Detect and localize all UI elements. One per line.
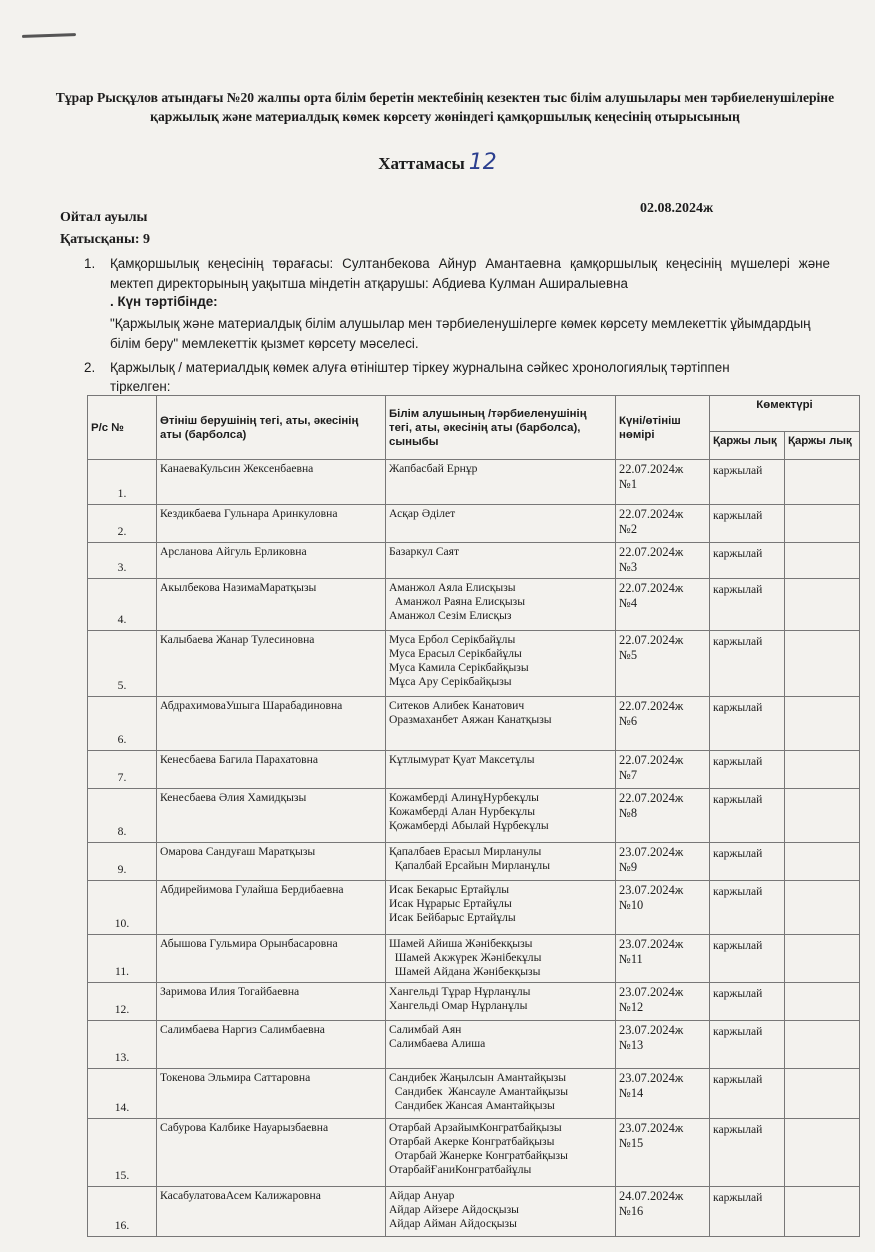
aid-empty bbox=[785, 460, 860, 505]
application-number: №8 bbox=[619, 806, 638, 820]
row-number: 15. bbox=[88, 1119, 157, 1187]
row-number: 7. bbox=[88, 751, 157, 789]
student-name: Айдар Айзере Айдосқызы bbox=[389, 1203, 519, 1216]
pen-mark bbox=[22, 33, 76, 38]
applicant-name: Кенесбаева Әлия Хамидқызы bbox=[157, 789, 386, 843]
student-name: Исак Бейбарыс Ертайұлы bbox=[389, 911, 516, 924]
student-names bbox=[386, 751, 616, 789]
aid-empty bbox=[785, 579, 860, 631]
table-row bbox=[88, 543, 860, 579]
student-name: Жапбасбай Ернұр bbox=[389, 462, 478, 475]
student-name: Асқар Әділет bbox=[389, 507, 456, 520]
application-number: №6 bbox=[619, 714, 638, 728]
table-row bbox=[88, 751, 860, 789]
agenda-text: "Қаржылық және материалдық білім алушылар мен тәрбиеленушілерге көмек көрсету мемлекеттік ұйымдардың білім беру" мемлекеттік қызмет көрсету мәселесі. bbox=[110, 316, 811, 351]
application-number: №2 bbox=[619, 522, 638, 536]
table-row bbox=[88, 631, 860, 697]
date-value: 22.07.2024ж bbox=[619, 545, 684, 559]
student-names bbox=[386, 935, 616, 983]
aid-type: каржылай bbox=[710, 1021, 785, 1069]
header-applicant: Өтініш берушінің тегі, аты, әкесінің аты (барболса) bbox=[157, 396, 386, 460]
application-number: №4 bbox=[619, 596, 638, 610]
date-value: 24.07.2024ж bbox=[619, 1189, 684, 1203]
table-row bbox=[88, 1021, 860, 1069]
student-names bbox=[386, 1021, 616, 1069]
student-names bbox=[386, 1187, 616, 1237]
application-number: №11 bbox=[619, 952, 643, 966]
aid-type: каржылай bbox=[710, 1069, 785, 1119]
application-date bbox=[616, 983, 710, 1021]
row-number: 12. bbox=[88, 983, 157, 1021]
aid-type: каржылай bbox=[710, 983, 785, 1021]
student-name: Базаркул Саят bbox=[389, 545, 460, 558]
student-names bbox=[386, 983, 616, 1021]
date-value: 23.07.2024ж bbox=[619, 1071, 684, 1085]
applicant-name: КасабулатоваАсем Калижаровна bbox=[157, 1187, 386, 1237]
application-date bbox=[616, 579, 710, 631]
aid-type: каржылай bbox=[710, 881, 785, 935]
intro-item-2 bbox=[84, 358, 790, 396]
aid-empty bbox=[785, 543, 860, 579]
applicant-name: Омарова Сандуғаш Маратқызы bbox=[157, 843, 386, 881]
student-name: Кожамберді Алан Нурбекұлы bbox=[389, 805, 535, 818]
row-number: 4. bbox=[88, 579, 157, 631]
header-aid: Көмектүрі bbox=[710, 396, 860, 432]
student-names bbox=[386, 460, 616, 505]
student-name: Айдар Айман Айдосқызы bbox=[389, 1217, 517, 1230]
aid-type: каржылай bbox=[710, 543, 785, 579]
subtitle-text: Хаттамасы bbox=[378, 154, 465, 173]
aid-type: каржылай bbox=[710, 789, 785, 843]
date-value: 22.07.2024ж bbox=[619, 633, 684, 647]
document-subtitle bbox=[0, 150, 875, 175]
aid-type: каржылай bbox=[710, 1119, 785, 1187]
student-name: Қапалбай Ерсайын Мирланұлы bbox=[389, 859, 550, 872]
document-date: 02.08.2024ж bbox=[640, 201, 714, 216]
item-number: 1. bbox=[84, 256, 96, 271]
applicant-name: АбдрахимоваУшыга Шарабадиновна bbox=[157, 697, 386, 751]
student-name: Қожамберді Абылай Нұрбекұлы bbox=[389, 819, 549, 832]
applicant-name: КанаеваКульсин Жексенбаевна bbox=[157, 460, 386, 505]
application-number: №14 bbox=[619, 1086, 644, 1100]
student-name: Отарбай АрзайымКонгратбайқызы bbox=[389, 1121, 562, 1134]
village-name: Ойтал ауылы bbox=[60, 210, 148, 225]
date-value: 23.07.2024ж bbox=[619, 985, 684, 999]
student-name: Сандибек Жансая Амантайқызы bbox=[389, 1099, 555, 1112]
table-row bbox=[88, 881, 860, 935]
student-name: Шамей Акжүрек Жәнібекұлы bbox=[389, 951, 542, 964]
aid-type: каржылай bbox=[710, 843, 785, 881]
student-name: Отарбай Жанерке Конгратбайқызы bbox=[389, 1149, 568, 1162]
aid-empty bbox=[785, 935, 860, 983]
header-aid-mat: Қаржы лық bbox=[785, 432, 860, 460]
row-number: 11. bbox=[88, 935, 157, 983]
application-date bbox=[616, 505, 710, 543]
aid-empty bbox=[785, 789, 860, 843]
applicant-name: Акылбекова НазимаМаратқызы bbox=[157, 579, 386, 631]
table-row bbox=[88, 983, 860, 1021]
student-name: Кожамберді АлинұНурбекұлы bbox=[389, 791, 539, 804]
header-date: Күні/өтініш нөмірі bbox=[616, 396, 710, 460]
student-name: Исак Бекарыс Ертайұлы bbox=[389, 883, 510, 896]
application-number: №9 bbox=[619, 860, 638, 874]
aid-empty bbox=[785, 1119, 860, 1187]
row-number: 16. bbox=[88, 1187, 157, 1237]
student-name: ОтарбайҒаниКонгратбайұлы bbox=[389, 1163, 532, 1176]
aid-type: каржылай bbox=[710, 935, 785, 983]
aid-empty bbox=[785, 843, 860, 881]
applicant-name: Калыбаева Жанар Тулесиновна bbox=[157, 631, 386, 697]
student-name: Шамей Айиша Жәнібекқызы bbox=[389, 937, 533, 950]
applicant-name: Кездикбаева Гульнара Аринкуловна bbox=[157, 505, 386, 543]
table-row bbox=[88, 843, 860, 881]
date-value: 22.07.2024ж bbox=[619, 462, 684, 476]
table-row bbox=[88, 1119, 860, 1187]
date-value: 22.07.2024ж bbox=[619, 791, 684, 805]
student-names bbox=[386, 631, 616, 697]
student-name: Салимбаева Алиша bbox=[389, 1037, 486, 1050]
table-body bbox=[88, 460, 860, 1237]
attendees-count: Қатысқаны: 9 bbox=[60, 232, 151, 247]
student-names bbox=[386, 505, 616, 543]
date-value: 22.07.2024ж bbox=[619, 699, 684, 713]
application-date bbox=[616, 460, 710, 505]
student-name: Салимбай Аян bbox=[389, 1023, 462, 1036]
application-date bbox=[616, 1187, 710, 1237]
applicant-name: Заримова Илия Тогайбаевна bbox=[157, 983, 386, 1021]
date-value: 23.07.2024ж bbox=[619, 1023, 684, 1037]
date-value: 22.07.2024ж bbox=[619, 581, 684, 595]
header-aid-fin: Қаржы лық bbox=[710, 432, 785, 460]
applicant-name: Арсланова Айгуль Ерликовна bbox=[157, 543, 386, 579]
application-date bbox=[616, 881, 710, 935]
student-name: Сандибек Жаңылсын Амантайқызы bbox=[389, 1071, 567, 1084]
student-names bbox=[386, 1119, 616, 1187]
application-number: №15 bbox=[619, 1136, 644, 1150]
student-name: Оразмаханбет Аяжан Канатқызы bbox=[389, 713, 552, 726]
date-value: 23.07.2024ж bbox=[619, 1121, 684, 1135]
aid-empty bbox=[785, 881, 860, 935]
date-value: 23.07.2024ж bbox=[619, 883, 684, 897]
date-value: 22.07.2024ж bbox=[619, 753, 684, 767]
agenda-label: . Күн тәртібінде: bbox=[110, 294, 218, 309]
row-number: 3. bbox=[88, 543, 157, 579]
application-date bbox=[616, 1119, 710, 1187]
applicant-name: Кенесбаева Багила Парахатовна bbox=[157, 751, 386, 789]
applicant-name: Салимбаева Наргиз Салимбаевна bbox=[157, 1021, 386, 1069]
application-date bbox=[616, 697, 710, 751]
application-number: №16 bbox=[619, 1204, 644, 1218]
handwritten-number: 12 bbox=[468, 150, 497, 175]
application-number: №3 bbox=[619, 560, 638, 574]
student-name: Мұса Ару Серікбайқызы bbox=[389, 675, 512, 688]
table-row bbox=[88, 460, 860, 505]
aid-empty bbox=[785, 983, 860, 1021]
student-names bbox=[386, 789, 616, 843]
row-number: 13. bbox=[88, 1021, 157, 1069]
applicant-name: Абышова Гульмира Орынбасаровна bbox=[157, 935, 386, 983]
intro-item-1 bbox=[84, 254, 830, 294]
student-names bbox=[386, 843, 616, 881]
aid-type: каржылай bbox=[710, 460, 785, 505]
aid-empty bbox=[785, 697, 860, 751]
application-number: №13 bbox=[619, 1038, 644, 1052]
table-row bbox=[88, 789, 860, 843]
student-name: Сандибек Жансауле Амантайқызы bbox=[389, 1085, 569, 1098]
student-name: Айдар Ануар bbox=[389, 1189, 455, 1202]
row-number: 10. bbox=[88, 881, 157, 935]
student-names bbox=[386, 881, 616, 935]
student-name: Аманжол Аяла Елисқызы bbox=[389, 581, 516, 594]
application-number: №7 bbox=[619, 768, 638, 782]
student-names bbox=[386, 1069, 616, 1119]
header-student: Білім алушының /тәрбиеленушінің тегі, аты, әкесінің аты (барболса), сыныбы bbox=[386, 396, 616, 460]
application-date bbox=[616, 789, 710, 843]
table-row bbox=[88, 579, 860, 631]
table-row bbox=[88, 505, 860, 543]
aid-type: каржылай bbox=[710, 505, 785, 543]
applicant-name: Токенова Эльмира Саттаровна bbox=[157, 1069, 386, 1119]
application-date bbox=[616, 1021, 710, 1069]
aid-empty bbox=[785, 1021, 860, 1069]
student-name: Хангельді Омар Нұрланұлы bbox=[389, 999, 528, 1012]
student-name: Ситеков Алибек Канатович bbox=[389, 699, 525, 712]
table-row bbox=[88, 1187, 860, 1237]
application-date bbox=[616, 631, 710, 697]
aid-empty bbox=[785, 751, 860, 789]
document-title: Тұрар Рысқұлов атындағы №20 жалпы орта білім беретін мектебінің кезектен тыс білім алушылары мен тәрбиеленушілеріне қаржылық және материалдық көмек көрсету жөніндегі қамқоршылық кеңесінің отырысының bbox=[55, 90, 835, 124]
aid-empty bbox=[785, 1187, 860, 1237]
table-row bbox=[88, 1069, 860, 1119]
date-value: 22.07.2024ж bbox=[619, 507, 684, 521]
applicant-name: Сабурова Калбике Науарызбаевна bbox=[157, 1119, 386, 1187]
aid-type: каржылай bbox=[710, 697, 785, 751]
application-number: №1 bbox=[619, 477, 638, 491]
student-name: Муса Камила Серікбайқызы bbox=[389, 661, 529, 674]
student-name: Аманжол Раяна Елисқызы bbox=[389, 595, 526, 608]
table-row bbox=[88, 697, 860, 751]
date-value: 23.07.2024ж bbox=[619, 845, 684, 859]
application-date bbox=[616, 843, 710, 881]
aid-type: каржылай bbox=[710, 1187, 785, 1237]
student-name: Отарбай Акерке Конгратбайқызы bbox=[389, 1135, 555, 1148]
item-number: 2. bbox=[84, 360, 96, 375]
application-date bbox=[616, 543, 710, 579]
student-name: Исак Нұрарыс Ертайұлы bbox=[389, 897, 512, 910]
applications-table bbox=[87, 395, 860, 1237]
row-number: 6. bbox=[88, 697, 157, 751]
aid-empty bbox=[785, 631, 860, 697]
student-names bbox=[386, 579, 616, 631]
application-number: №5 bbox=[619, 648, 638, 662]
student-name: Муса Ербол Серікбайұлы bbox=[389, 633, 516, 646]
student-name: Қапалбаев Ерасыл Мирланулы bbox=[389, 845, 542, 858]
student-name: Кұтлымурат Қуат Максетұлы bbox=[389, 753, 535, 766]
student-name: Хангельді Тұрар Нұрланұлы bbox=[389, 985, 531, 998]
application-number: №12 bbox=[619, 1000, 644, 1014]
aid-type: каржылай bbox=[710, 751, 785, 789]
aid-type: каржылай bbox=[710, 579, 785, 631]
aid-empty bbox=[785, 1069, 860, 1119]
application-date bbox=[616, 751, 710, 789]
applicant-name: Абдирейимова Гулайша Бердибаевна bbox=[157, 881, 386, 935]
student-names bbox=[386, 543, 616, 579]
aid-type: каржылай bbox=[710, 631, 785, 697]
row-number: 9. bbox=[88, 843, 157, 881]
row-number: 5. bbox=[88, 631, 157, 697]
header-num: Р/с № bbox=[88, 396, 157, 460]
date-value: 23.07.2024ж bbox=[619, 937, 684, 951]
application-date bbox=[616, 1069, 710, 1119]
student-name: Аманжол Сезім Елисқыз bbox=[389, 609, 512, 622]
row-number: 1. bbox=[88, 460, 157, 505]
aid-empty bbox=[785, 505, 860, 543]
row-number: 8. bbox=[88, 789, 157, 843]
application-number: №10 bbox=[619, 898, 644, 912]
item-text: Қамқоршылық кеңесінің төрағасы: Султанбекова Айнур Амантаевна қамқоршылық кеңесінің мүшелері және мектеп директорының уақытша міндетін атқарушы: Абдиева Кулман Аширалыевна bbox=[110, 256, 830, 291]
row-number: 14. bbox=[88, 1069, 157, 1119]
student-name: Шамей Айдана Жәнібекқызы bbox=[389, 965, 541, 978]
table-row bbox=[88, 935, 860, 983]
student-name: Муса Ерасыл Серікбайұлы bbox=[389, 647, 522, 660]
row-number: 2. bbox=[88, 505, 157, 543]
application-date bbox=[616, 935, 710, 983]
item-text: Қаржылық / материалдық көмек алуға өтініштер тіркеу журналына сәйкес хронологиялық тәртіппен тіркелген: bbox=[110, 360, 730, 394]
student-names bbox=[386, 697, 616, 751]
